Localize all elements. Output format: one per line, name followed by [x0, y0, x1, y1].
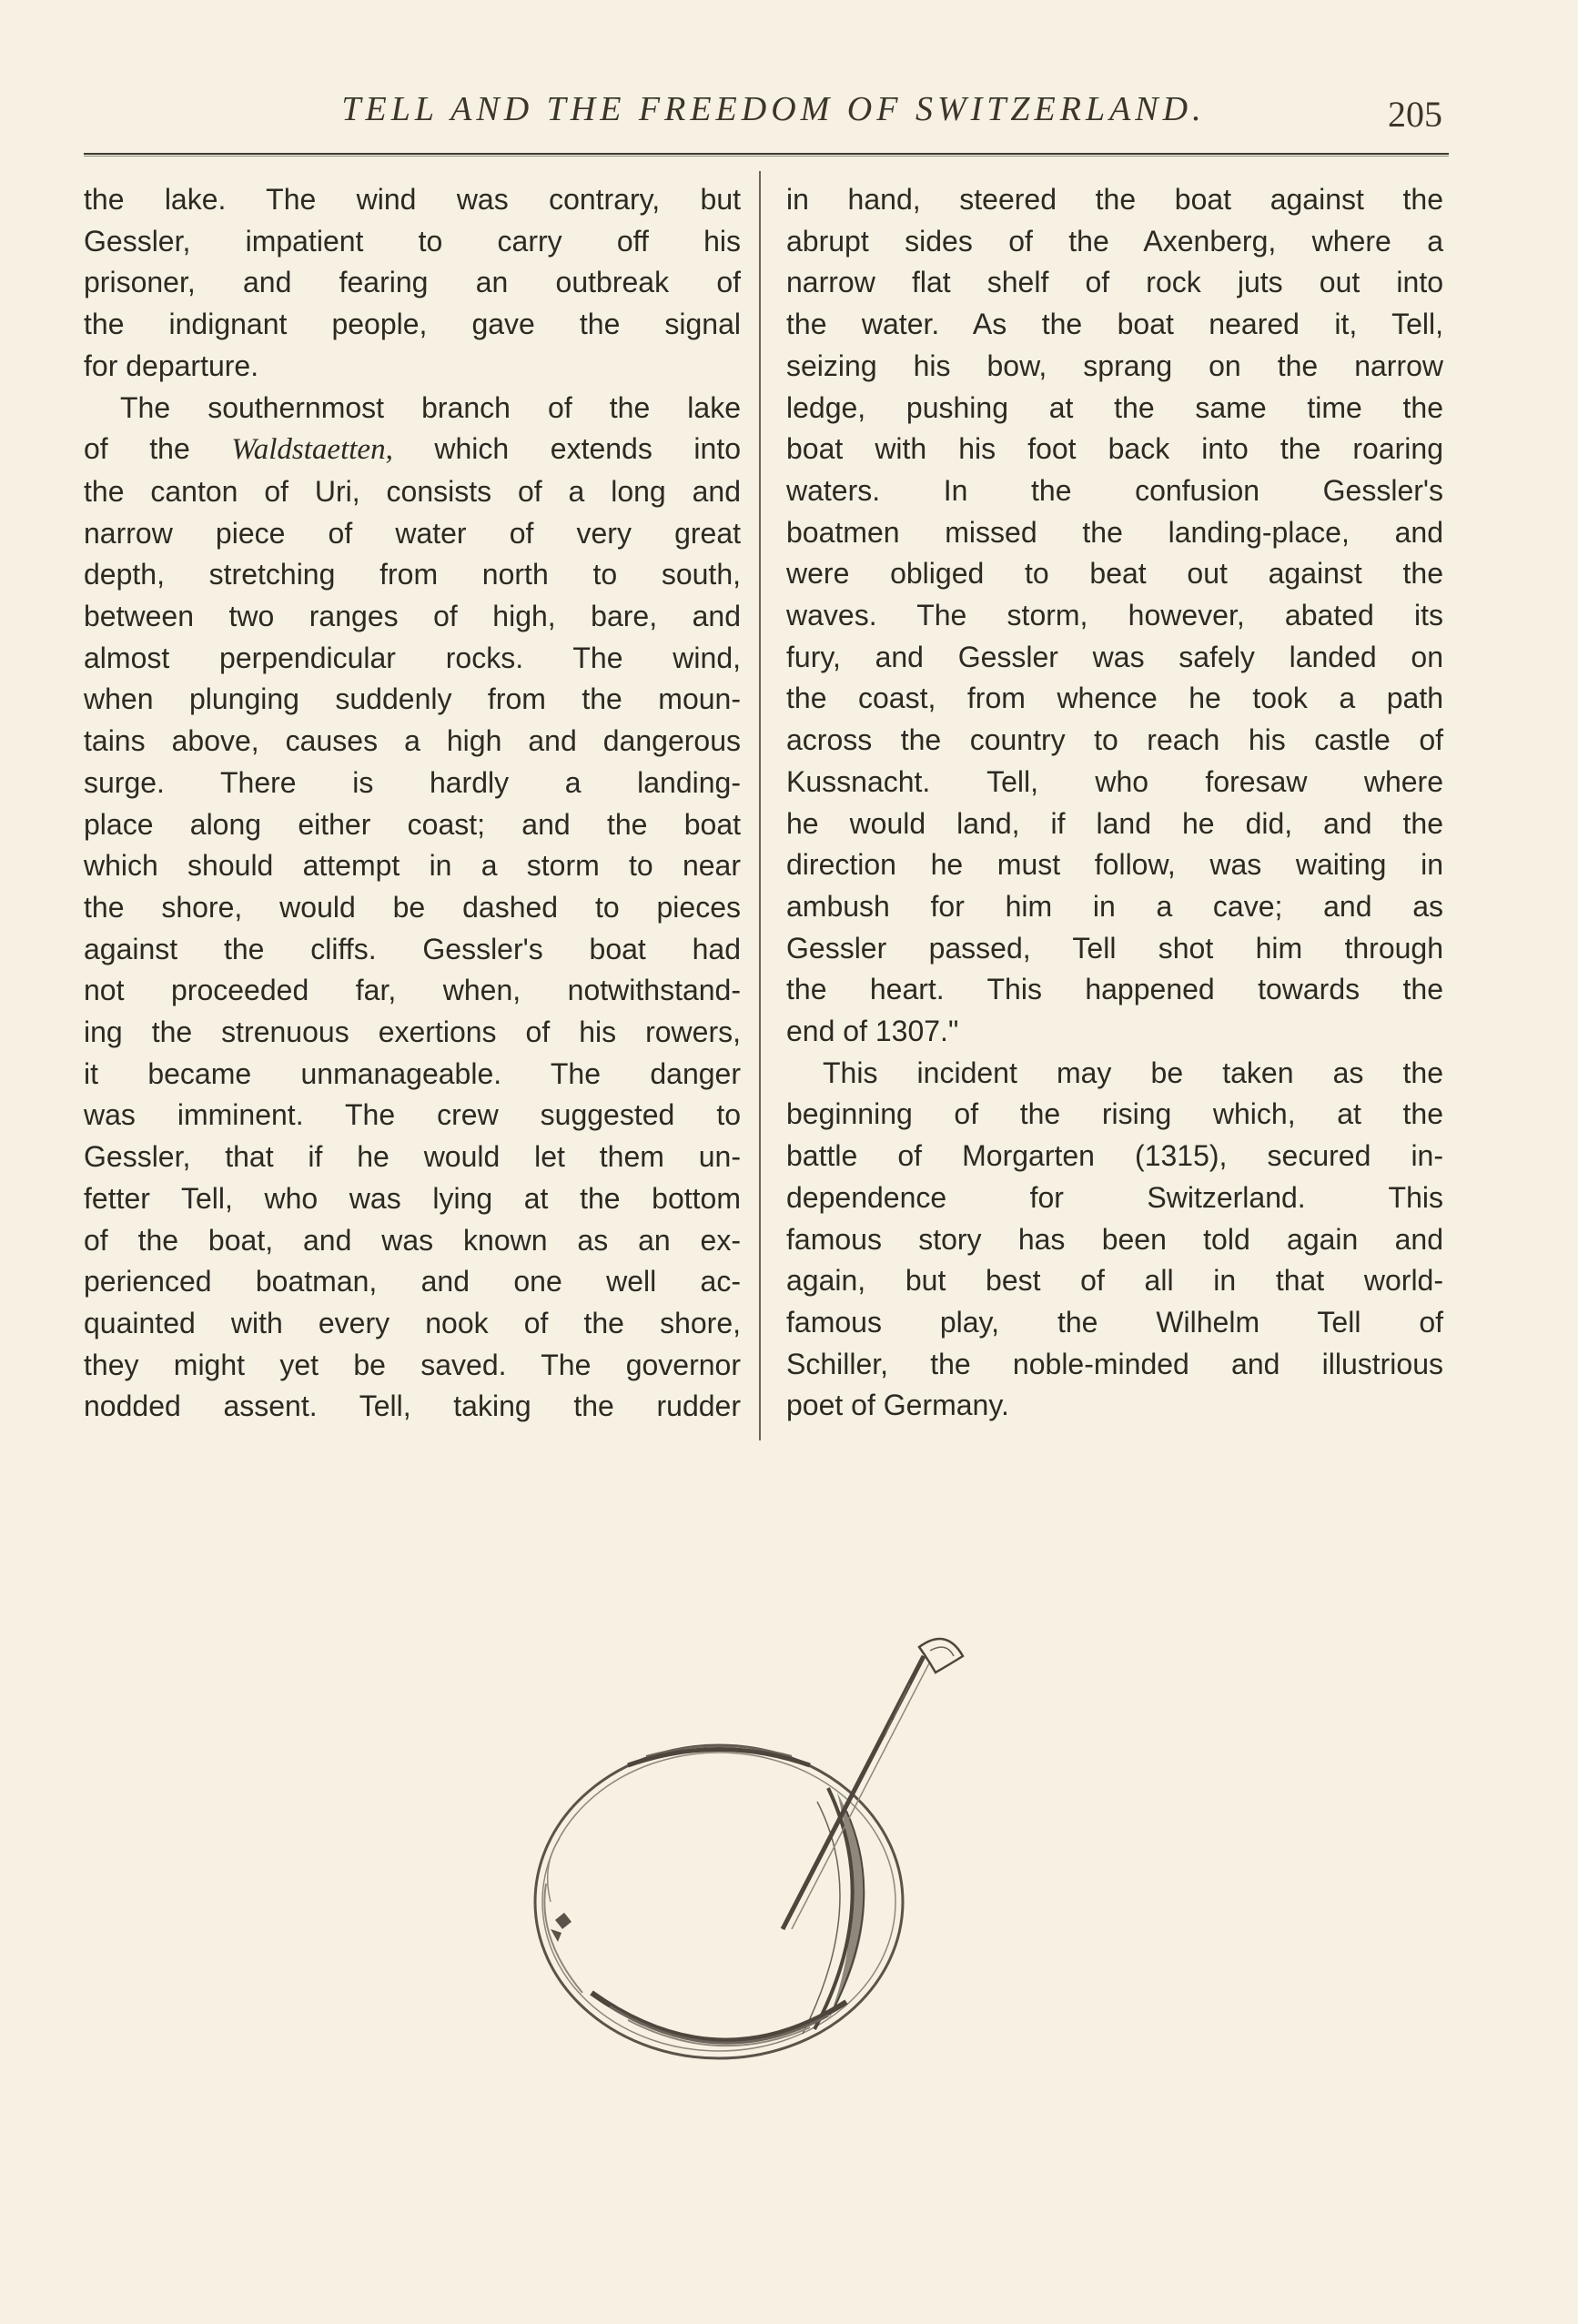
italic-place-name: Waldstaetten,: [231, 433, 393, 467]
text-line: which should attempt in a storm to near: [84, 849, 741, 883]
arrow-fletching: [919, 1639, 963, 1672]
text-line: ambush for him in a cave; and as: [786, 889, 1443, 923]
header-rule: [84, 153, 1449, 157]
text-line: the shore, would be dashed to pieces: [84, 890, 741, 924]
text-line: again, but best of all in that world-: [786, 1264, 1443, 1298]
text-line: it became unmanageable. The danger: [84, 1056, 741, 1090]
apple-outline: [535, 1745, 903, 2058]
paragraph-start-line: The southernmost branch of the lake: [120, 390, 741, 424]
text-line: perienced boatman, and one well ac-: [84, 1265, 741, 1298]
text-line: surge. There is hardly a landing-: [84, 765, 741, 799]
text-line: not proceeded far, when, notwithstand-: [84, 974, 741, 1007]
text-line: quainted with every nook of the shore,: [84, 1306, 741, 1339]
text-line: place along either coast; and the boat: [84, 807, 741, 841]
text-line: Kussnacht. Tell, who foresaw where: [786, 764, 1443, 798]
apple-bottom-shading: [610, 2006, 828, 2043]
text-line: the coast, from whence he took a path: [786, 682, 1443, 715]
text-line: across the country to reach his castle of: [786, 723, 1443, 757]
text-line: fetter Tell, who was lying at the bottom: [84, 1181, 741, 1215]
text-line: the canton of Uri, consists of a long and: [84, 474, 741, 508]
text-line: tains above, causes a high and dangerous: [84, 724, 741, 758]
text-line-with-italic: [84, 429, 741, 471]
text-line: dependence for Switzerland. This: [786, 1180, 1443, 1214]
text-line: the indignant people, gave the signal: [84, 308, 741, 341]
paragraph-start-line: This incident may be taken as the: [823, 1056, 1443, 1089]
text-fragment: of the: [84, 432, 190, 466]
text-line: seizing his bow, sprang on the narrow: [786, 349, 1443, 382]
column-divider: [759, 171, 761, 1440]
apple-arrow-tailpiece-illustration: [510, 1629, 1001, 2084]
text-line: he would land, if land he did, and the: [786, 806, 1443, 840]
text-line: the heart. This happened towards the: [786, 973, 1443, 1006]
apple-blossom-end: [551, 1913, 572, 1942]
text-line: nodded assent. Tell, taking the rudder: [84, 1389, 741, 1423]
text-line: depth, stretching from north to south,: [84, 558, 741, 591]
text-line: Gessler passed, Tell shot him through: [786, 931, 1443, 965]
text-line: Gessler, impatient to carry off his: [84, 224, 741, 258]
text-line: when plunging suddenly from the moun-: [84, 682, 741, 716]
running-title: TELL AND THE FREEDOM OF SWITZERLAND.: [341, 90, 1206, 128]
text-line: battle of Morgarten (1315), secured in-: [786, 1139, 1443, 1173]
text-line: the water. As the boat neared it, Tell,: [786, 308, 1443, 341]
text-line: for departure.: [84, 349, 259, 382]
text-line: fury, and Gessler was safely landed on: [786, 640, 1443, 673]
text-line: direction he must follow, was waiting in: [786, 848, 1443, 882]
text-line: boat with his foot back into the roaring: [786, 432, 1443, 466]
text-line: the lake. The wind was contrary, but: [84, 183, 741, 216]
text-line: against the cliffs. Gessler's boat had: [84, 932, 741, 965]
text-line: almost perpendicular rocks. The wind,: [84, 641, 741, 674]
text-line: waters. In the confusion Gessler's: [786, 473, 1443, 507]
left-column: [84, 179, 741, 1428]
text-line: Gessler, that if he would let them un-: [84, 1140, 741, 1174]
arrow-shaft-hatching: [885, 1683, 910, 1736]
text-line: prisoner, and fearing an outbreak of: [84, 266, 741, 299]
text-line: narrow flat shelf of rock juts out into: [786, 266, 1443, 299]
text-line: was imminent. The crew suggested to: [84, 1098, 741, 1132]
text-line: waves. The storm, however, abated its: [786, 599, 1443, 632]
apple-left-shading: [548, 1838, 560, 1902]
text-line: poet of Germany.: [786, 1389, 1009, 1422]
text-line: end of 1307.": [786, 1015, 959, 1048]
text-fragment: which extends into: [434, 432, 741, 466]
text-line: ing the strenuous exertions of his rowers,: [84, 1015, 741, 1049]
text-line: boatmen missed the landing-place, and: [786, 515, 1443, 549]
page-number: 205: [1388, 94, 1442, 135]
text-line: Schiller, the noble-minded and illustrious: [786, 1347, 1443, 1380]
text-line: beginning of the rising which, at the: [786, 1097, 1443, 1131]
text-line: between two ranges of high, bare, and: [84, 600, 741, 633]
text-line: narrow piece of water of very great: [84, 516, 741, 550]
text-line: ledge, pushing at the same time the: [786, 390, 1443, 424]
text-line: were obliged to beat out against the: [786, 557, 1443, 591]
text-line: in hand, steered the boat against the: [786, 183, 1443, 216]
text-line: of the boat, and was known as an ex-: [84, 1223, 741, 1257]
apple-shading-stroke: [803, 1802, 840, 2034]
text-line: they might yet be saved. The governor: [84, 1348, 741, 1381]
text-line: famous story has been told again and: [786, 1222, 1443, 1256]
arrow-fletching-detail: [930, 1647, 954, 1656]
text-line: famous play, the Wilhelm Tell of: [786, 1305, 1443, 1339]
right-column: [786, 179, 1443, 1427]
text-line: abrupt sides of the Axenberg, where a: [786, 224, 1443, 258]
